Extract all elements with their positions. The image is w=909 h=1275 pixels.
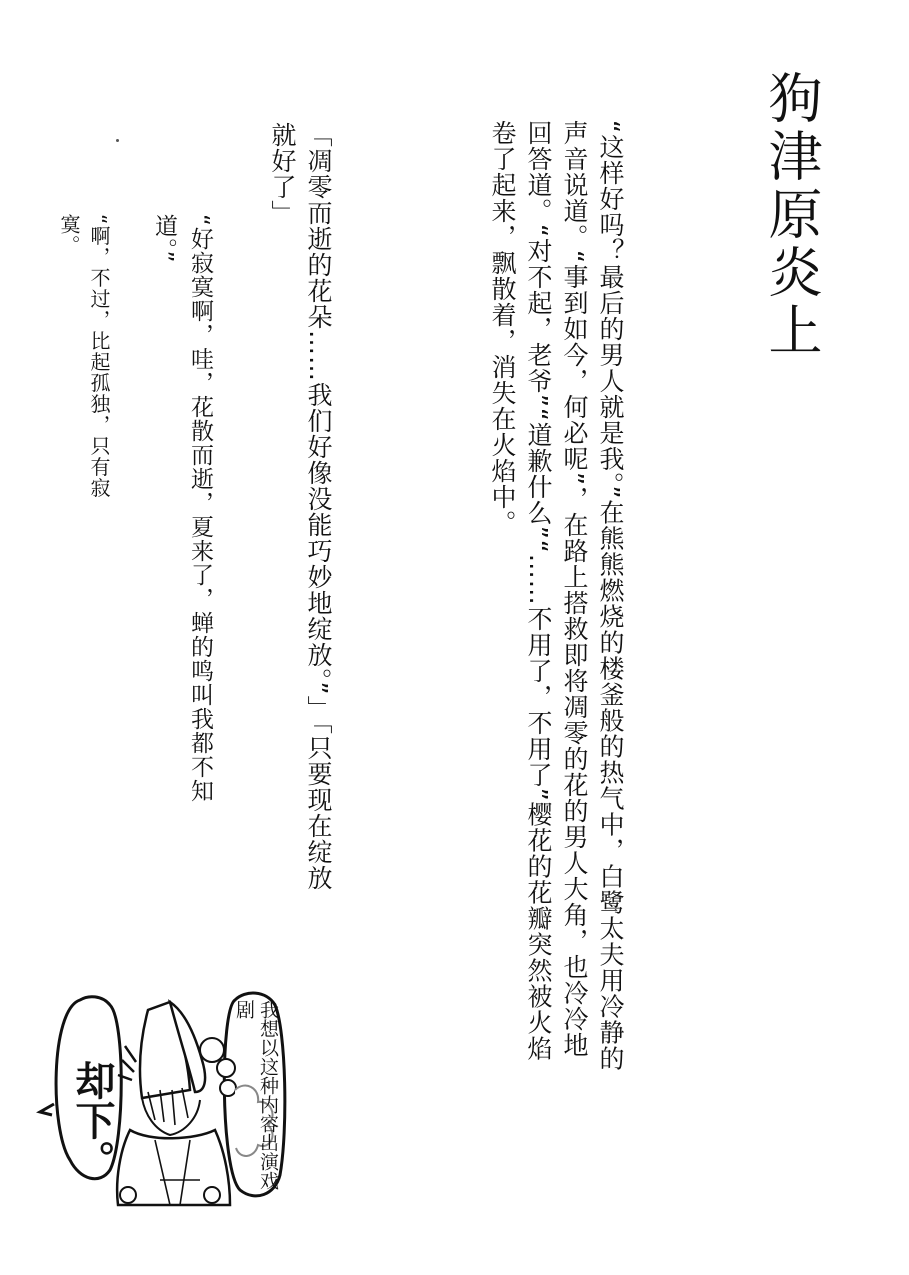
right-bubble-text: 我想以这种内容出演戏剧	[233, 1000, 279, 1190]
page-title: 狗津原炎上	[760, 70, 823, 360]
hair-bun	[200, 1038, 224, 1062]
paragraph-2: 「凋零而逝的花朵……我们好像没能巧妙地绽放。”」「只要现在绽放就好了」	[268, 122, 333, 891]
stray-dot	[116, 139, 119, 142]
left-bubble-text: 却下。	[69, 1060, 115, 1180]
paragraph-3: “好寂寞啊，哇，花散而逝，夏来了，蝉的鸣叫我都不知道。”	[151, 214, 213, 803]
paragraph-1: “这样好吗？最后的男人就是我。”在熊熊燃烧的楼釜般的热气中，白鹭太夫用冷静的声音说道。“事到如今，何必呢”，在路上搭救即将凋零的花的男人大角，也冷冷地回答道。“对不起，老爷”“道歉什么”“……不用了，不用了”樱花的花瓣突然被火焰卷了起来，飘散着，消失在火焰中。	[488, 120, 625, 1072]
left-bubble-tail	[40, 1104, 54, 1115]
paragraph-4: “啊，不过，比起孤独，只有寂寞。	[57, 214, 111, 499]
